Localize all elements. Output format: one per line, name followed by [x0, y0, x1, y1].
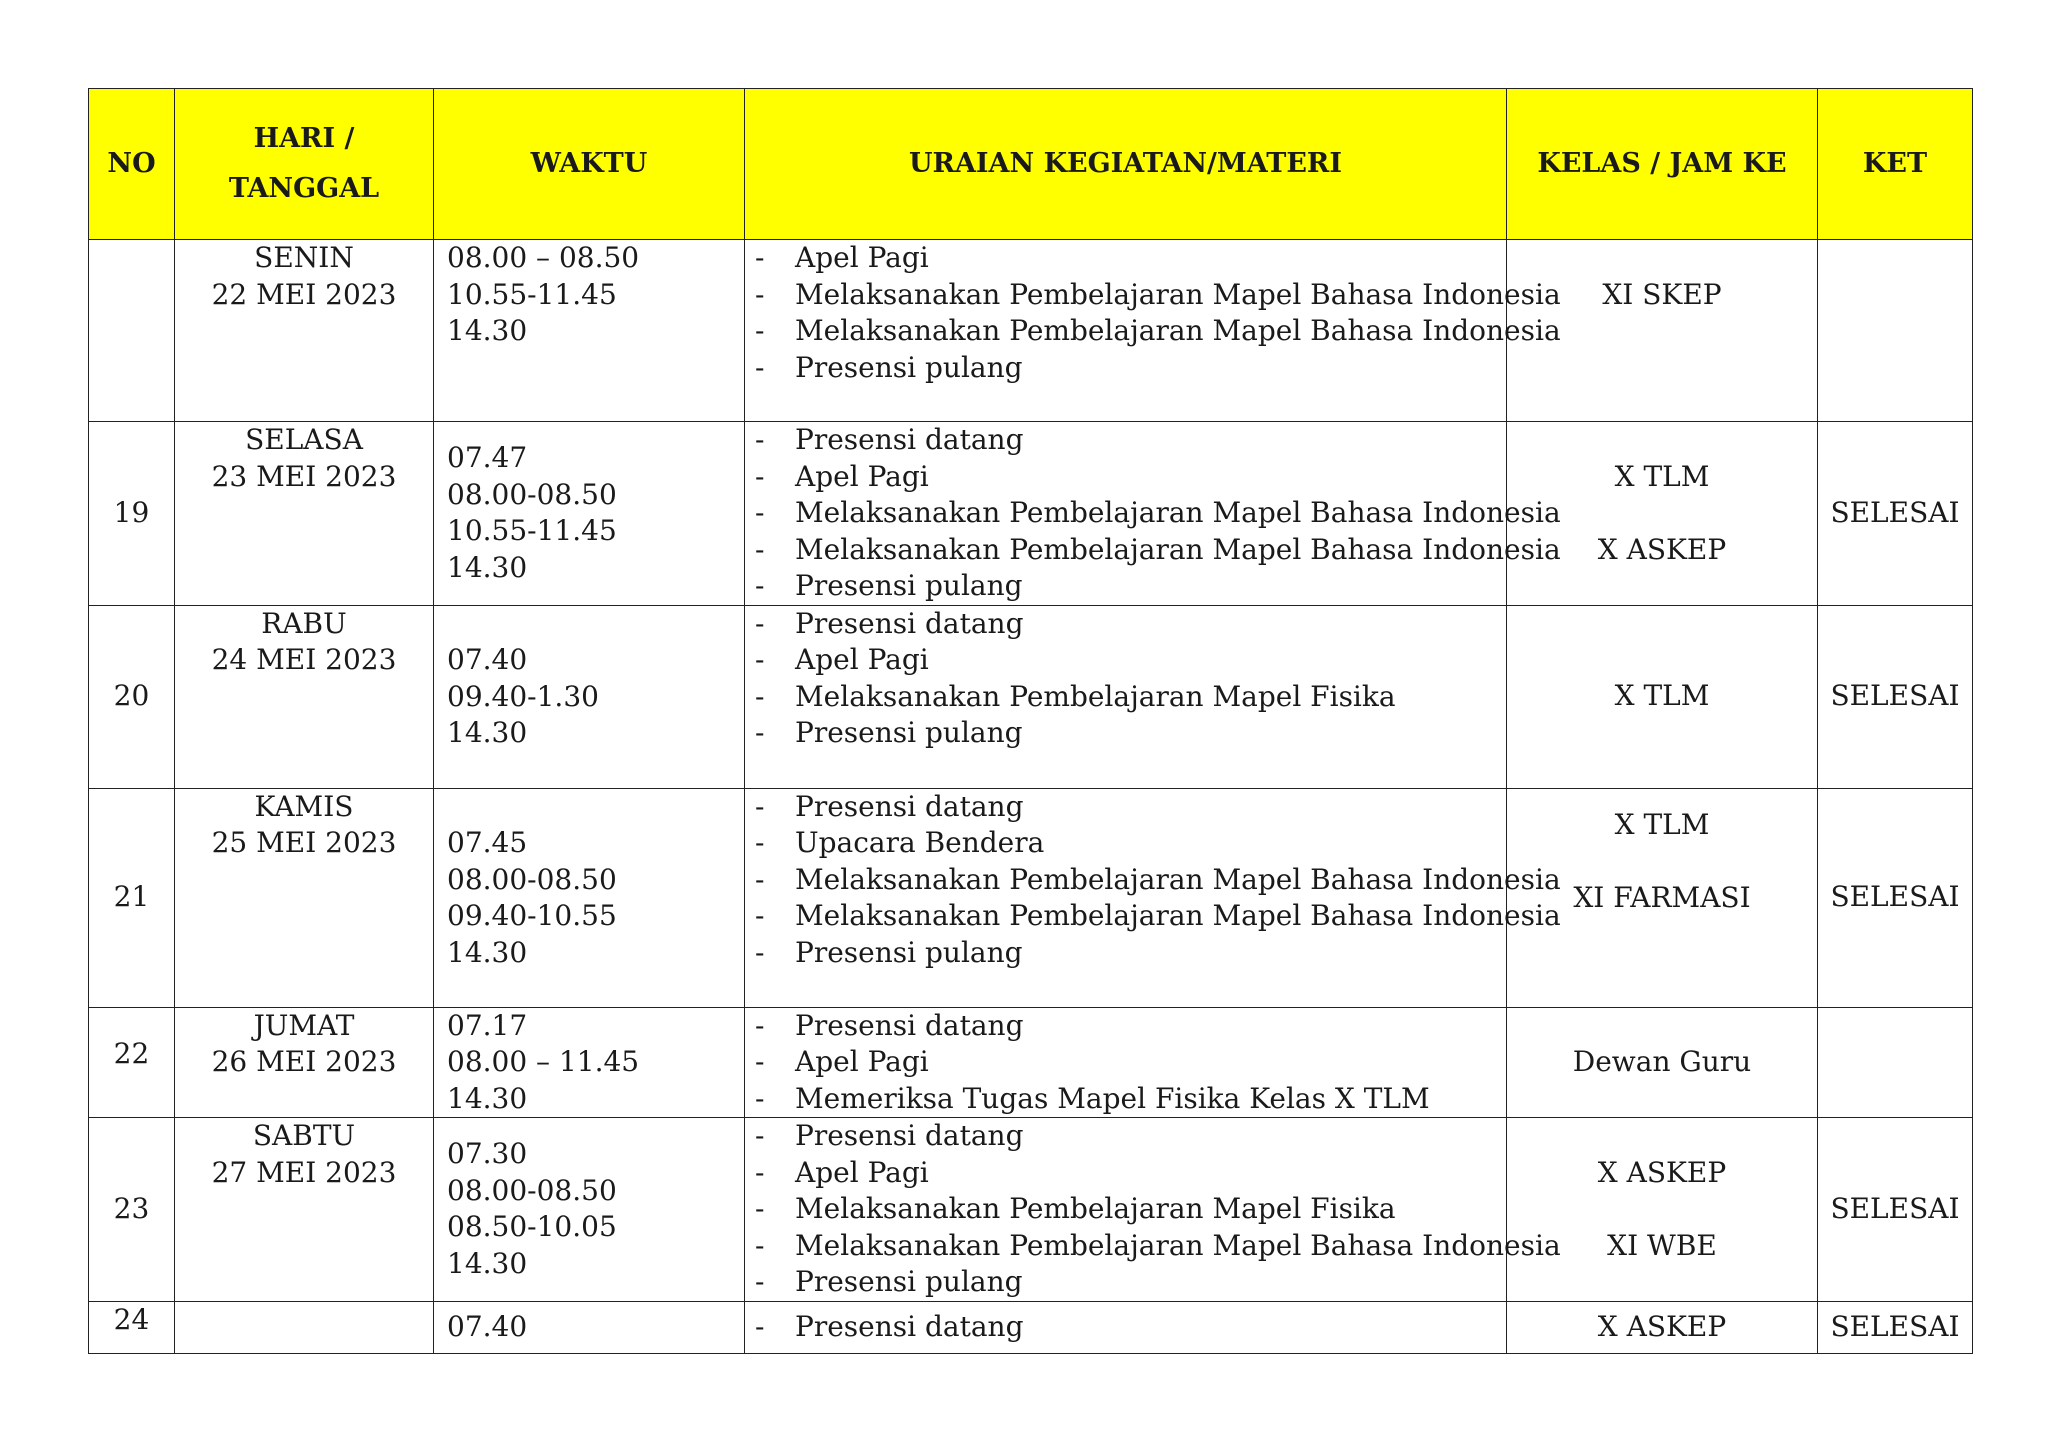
bullet-dash: - [755, 1155, 765, 1189]
activity-text: Melaksanakan Pembelajaran Mapel Fisika [795, 1192, 1396, 1225]
row-day: SELASA [245, 423, 363, 456]
row-time: 08.00-08.50 [447, 1173, 617, 1207]
row-day: SENIN [254, 241, 354, 274]
header-ket: KET [1818, 89, 1973, 240]
activity-item [755, 422, 1506, 459]
activity-item [755, 1191, 1506, 1228]
activity-item [755, 1155, 1506, 1192]
bullet-dash: - [755, 716, 765, 749]
activity-item [755, 642, 1506, 679]
row-class: X ASKEP [1597, 1155, 1727, 1189]
row-day-date [175, 1302, 434, 1354]
row-class: X ASKEP [1597, 532, 1727, 566]
row-number: 19 [89, 422, 175, 606]
activity-text: Presensi datang [795, 1310, 1024, 1344]
row-time: 08.00 – 08.50 [447, 241, 640, 274]
activity-item [755, 495, 1561, 532]
row-class: X TLM [1614, 807, 1710, 841]
activity-item [755, 459, 1506, 496]
row-classes [1507, 1007, 1818, 1118]
activity-text: Apel Pagi [795, 459, 929, 493]
row-day: RABU [261, 606, 347, 640]
row-ket [1818, 240, 1973, 422]
activity-item [755, 532, 1561, 569]
row-ket: SELESAI [1818, 788, 1973, 1007]
activity-text: Melaksanakan Pembelajaran Mapel Bahasa Indonesia [795, 532, 1561, 566]
row-class: X ASKEP [1597, 1310, 1727, 1344]
row-day: JUMAT [253, 1008, 355, 1042]
header-date-line: TANGGAL [228, 173, 380, 204]
row-time: 08.50-10.05 [447, 1210, 617, 1243]
activity-text: Presensi pulang [795, 350, 1023, 384]
activity-item [755, 862, 1561, 899]
row-day-date [175, 1118, 434, 1302]
activity-item [755, 679, 1506, 716]
activity-item [755, 715, 1506, 752]
activity-item [755, 350, 1506, 387]
bullet-dash: - [755, 569, 765, 602]
header-activity: URAIAN KEGIATAN/MATERI [745, 89, 1507, 240]
table-row [89, 1302, 1973, 1354]
activity-item [755, 1309, 1506, 1346]
activity-text: Upacara Bendera [795, 826, 1045, 859]
activity-item [755, 935, 1506, 972]
bullet-dash: - [755, 1192, 765, 1225]
table-header-row [89, 89, 1973, 240]
row-time: 14.30 [447, 716, 528, 749]
row-ket: SELESAI [1818, 1118, 1973, 1302]
row-time: 07.47 [447, 441, 528, 474]
activity-text: Presensi datang [795, 1008, 1024, 1042]
row-time: 14.30 [447, 314, 528, 347]
row-number: 21 [89, 788, 175, 1007]
row-activities [745, 422, 1561, 606]
row-time: 14.30 [447, 1081, 528, 1115]
row-class: X TLM [1614, 459, 1710, 493]
row-class: X TLM [1614, 679, 1710, 713]
activity-text: Memeriksa Tugas Mapel Fisika Kelas X TLM [795, 1081, 1430, 1115]
row-day: SABTU [252, 1119, 356, 1152]
bullet-dash: - [755, 1228, 765, 1262]
activity-text: Presensi pulang [795, 1265, 1023, 1298]
row-time: 08.00-08.50 [447, 862, 617, 896]
row-times [434, 788, 745, 1007]
bullet-dash: - [755, 826, 765, 859]
activity-text: Presensi pulang [795, 935, 1023, 969]
activity-text: Apel Pagi [795, 1045, 929, 1078]
row-time: 07.45 [447, 826, 528, 859]
row-activities [745, 788, 1561, 1007]
bullet-dash: - [755, 1119, 765, 1152]
header-class: KELAS / JAM KE [1507, 89, 1818, 240]
activity-text: Melaksanakan Pembelajaran Mapel Bahasa Indonesia [795, 277, 1561, 311]
row-ket: SELESAI [1818, 1302, 1973, 1354]
activity-item [755, 313, 1561, 350]
bullet-dash: - [755, 1045, 765, 1078]
row-activities [745, 1007, 1507, 1118]
row-date: 24 MEI 2023 [211, 643, 397, 676]
row-time: 14.30 [447, 550, 528, 584]
row-time: 08.00 – 11.45 [447, 1045, 640, 1078]
row-time: 09.40-1.30 [447, 679, 599, 713]
row-times [434, 1118, 745, 1302]
activity-item [755, 277, 1561, 314]
bullet-dash: - [755, 423, 765, 456]
row-number: 20 [89, 605, 175, 788]
row-time: 09.40-10.55 [447, 899, 617, 932]
bullet-dash: - [755, 459, 765, 493]
activity-text: Presensi datang [795, 423, 1024, 456]
row-time: 10.55-11.45 [447, 514, 617, 547]
bullet-dash: - [755, 496, 765, 529]
activity-text: Melaksanakan Pembelajaran Mapel Bahasa Indonesia [795, 314, 1561, 347]
row-times [434, 240, 745, 422]
row-activities [745, 240, 1561, 422]
activity-text: Melaksanakan Pembelajaran Mapel Fisika [795, 679, 1396, 713]
header-day-date [175, 89, 434, 240]
row-day-date [175, 240, 434, 422]
table-row [89, 1118, 1973, 1302]
row-time: 07.40 [447, 643, 528, 676]
activity-item [755, 1228, 1561, 1265]
activity-text: Melaksanakan Pembelajaran Mapel Bahasa Indonesia [795, 899, 1561, 932]
activity-item [755, 1264, 1506, 1301]
activity-item [755, 568, 1506, 605]
activity-item [755, 825, 1506, 862]
activity-item [755, 789, 1506, 826]
row-class: XI SKEP [1602, 277, 1722, 311]
activity-item [755, 1081, 1506, 1118]
activity-log-table [88, 88, 1973, 1354]
bullet-dash: - [755, 314, 765, 347]
row-date: 23 MEI 2023 [211, 459, 397, 493]
bullet-dash: - [755, 679, 765, 713]
row-number: 23 [89, 1118, 175, 1302]
row-date: 27 MEI 2023 [211, 1155, 397, 1189]
row-time: 10.55-11.45 [447, 277, 617, 311]
bullet-dash: - [755, 241, 765, 274]
row-ket: SELESAI [1818, 422, 1973, 606]
activity-text: Melaksanakan Pembelajaran Mapel Bahasa Indonesia [795, 1228, 1561, 1262]
row-class: Dewan Guru [1572, 1045, 1752, 1078]
header-no: NO [89, 89, 175, 240]
row-day-date [175, 1007, 434, 1118]
activity-item [755, 898, 1561, 935]
activity-text: Melaksanakan Pembelajaran Mapel Bahasa Indonesia [795, 496, 1561, 529]
row-class: XI WBE [1607, 1228, 1717, 1262]
activity-text: Presensi pulang [795, 569, 1023, 602]
bullet-dash: - [755, 899, 765, 932]
row-day: KAMIS [254, 789, 354, 823]
row-date: 25 MEI 2023 [211, 826, 397, 859]
activity-item [755, 1044, 1506, 1081]
table-row [89, 422, 1973, 606]
bullet-dash: - [755, 606, 765, 640]
row-classes [1507, 1118, 1818, 1302]
row-day-date [175, 422, 434, 606]
activity-text: Presensi pulang [795, 716, 1023, 749]
row-activities [745, 605, 1507, 788]
bullet-dash: - [755, 1081, 765, 1115]
row-times [434, 1007, 745, 1118]
row-time: 14.30 [447, 1246, 528, 1280]
bullet-dash: - [755, 1265, 765, 1298]
table-row [89, 788, 1973, 1007]
row-class: XI FARMASI [1573, 880, 1751, 914]
activity-text: Apel Pagi [795, 241, 929, 274]
activity-text: Presensi datang [795, 606, 1024, 640]
row-time: 08.00-08.50 [447, 477, 617, 511]
row-number: 24 [89, 1302, 175, 1354]
row-times [434, 605, 745, 788]
row-ket: SELESAI [1818, 605, 1973, 788]
activity-text: Apel Pagi [795, 643, 929, 676]
row-activities [745, 1302, 1507, 1354]
row-times [434, 1302, 745, 1354]
row-classes [1507, 1302, 1818, 1354]
bullet-dash: - [755, 277, 765, 311]
table-row [89, 1007, 1973, 1118]
row-activities [745, 1118, 1561, 1302]
bullet-dash: - [755, 789, 765, 823]
header-time: WAKTU [434, 89, 745, 240]
bullet-dash: - [755, 1310, 765, 1344]
row-time: 07.17 [447, 1008, 528, 1042]
row-time: 07.30 [447, 1137, 528, 1170]
header-day-line: HARI / [253, 123, 355, 154]
row-ket [1818, 1007, 1973, 1118]
bullet-dash: - [755, 532, 765, 566]
row-day-date [175, 605, 434, 788]
bullet-dash: - [755, 350, 765, 384]
activity-text: Presensi datang [795, 789, 1024, 823]
table-row [89, 240, 1973, 422]
activity-item [755, 1118, 1506, 1155]
activity-item [755, 240, 1506, 277]
bullet-dash: - [755, 643, 765, 676]
row-number: 22 [89, 1007, 175, 1118]
row-time: 07.40 [447, 1310, 528, 1344]
activity-item [755, 606, 1506, 643]
activity-text: Apel Pagi [795, 1155, 929, 1189]
row-date: 26 MEI 2023 [211, 1045, 397, 1078]
row-date: 22 MEI 2023 [211, 277, 397, 311]
row-time: 14.30 [447, 935, 528, 969]
activity-item [755, 1008, 1506, 1045]
bullet-dash: - [755, 862, 765, 896]
row-day-date [175, 788, 434, 1007]
row-times [434, 422, 745, 606]
row-number [89, 240, 175, 422]
row-classes [1507, 605, 1818, 788]
bullet-dash: - [755, 935, 765, 969]
activity-text: Presensi datang [795, 1119, 1024, 1152]
table-row [89, 605, 1973, 788]
activity-text: Melaksanakan Pembelajaran Mapel Bahasa Indonesia [795, 862, 1561, 896]
bullet-dash: - [755, 1008, 765, 1042]
